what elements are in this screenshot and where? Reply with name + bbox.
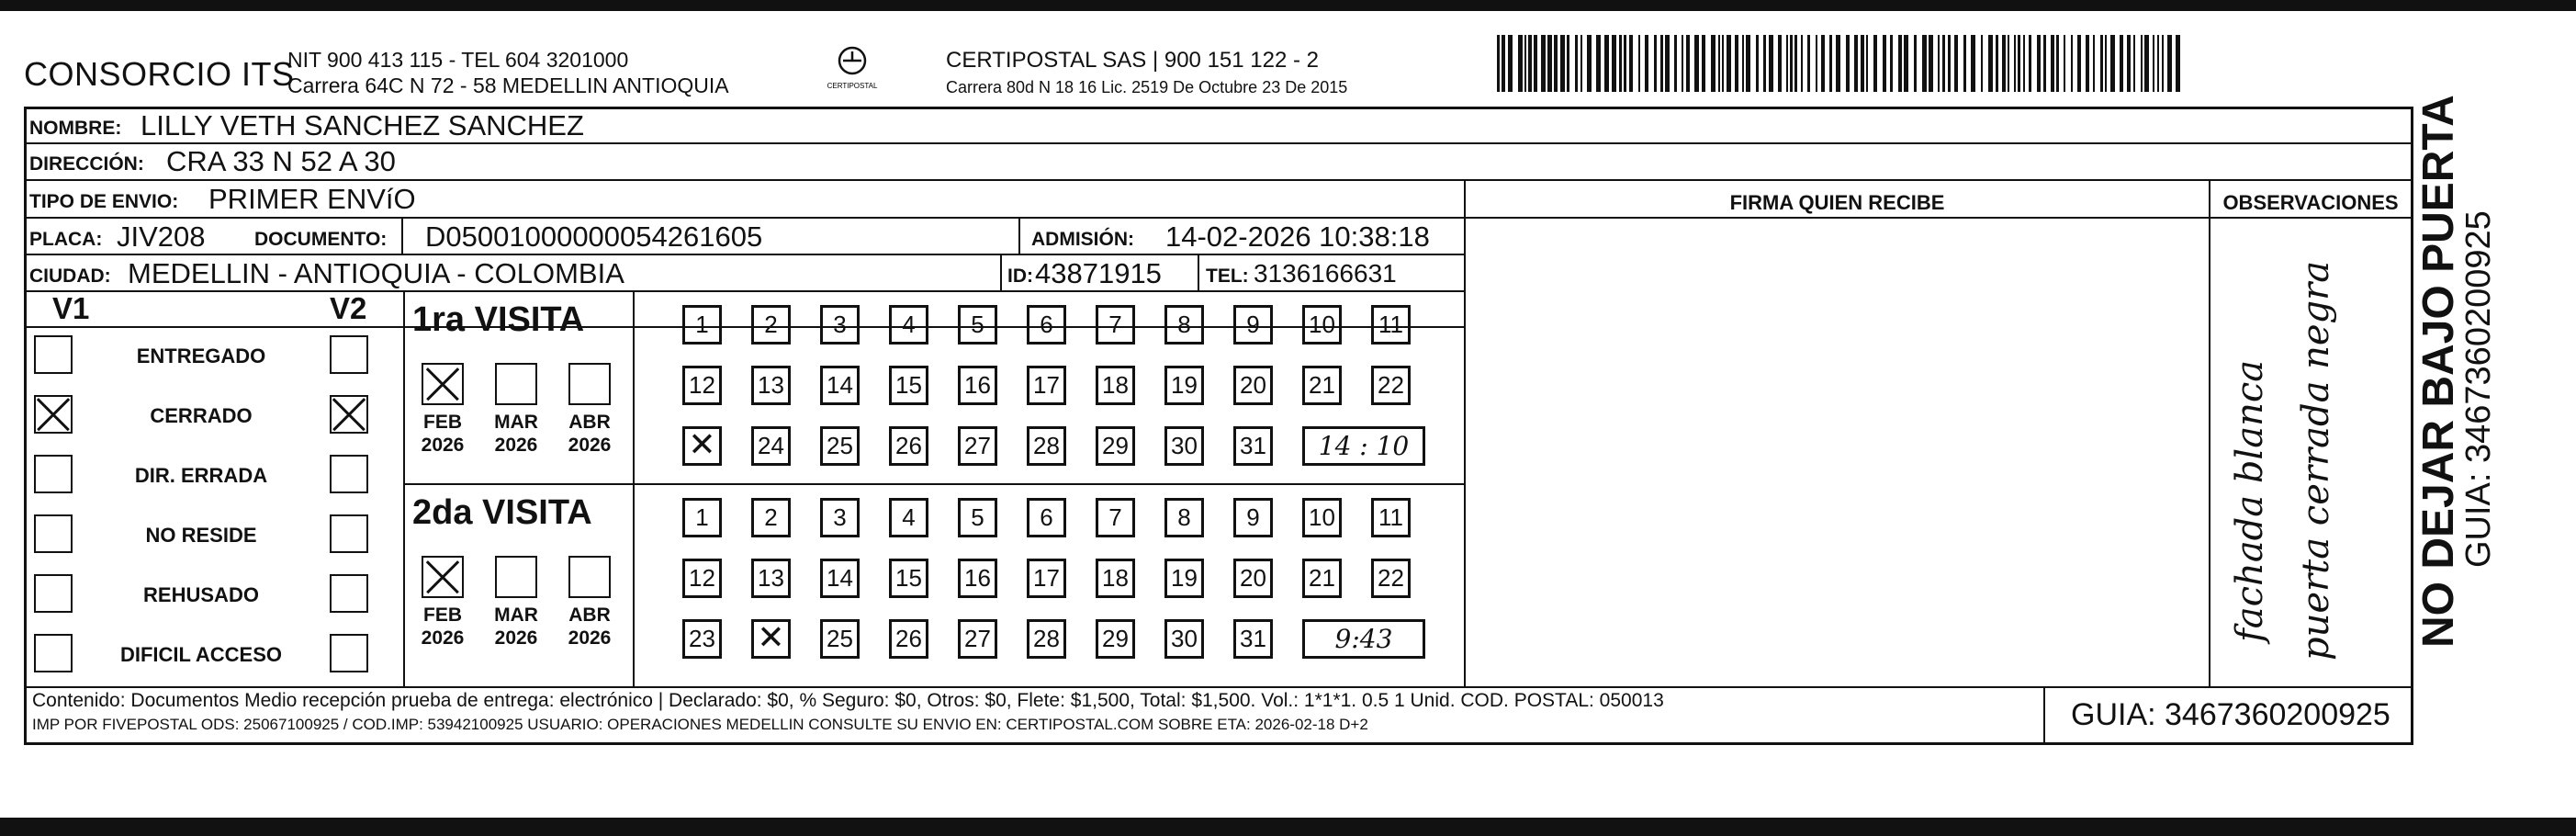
day-box-31[interactable]: 31 (1233, 426, 1273, 466)
barcode-bar (2023, 35, 2025, 92)
day-box-1[interactable]: 1 (682, 498, 722, 537)
day-box-16[interactable]: 16 (958, 559, 997, 598)
day-box-28[interactable]: 28 (1027, 426, 1066, 466)
id-label: ID: (1007, 265, 1033, 287)
day-box-29[interactable]: 29 (1096, 426, 1135, 466)
bottom-border (0, 818, 2576, 836)
admision-value: 14-02-2026 10:38:18 (1165, 220, 1430, 253)
day-box-1[interactable]: 1 (682, 305, 722, 345)
day-box-14[interactable]: 14 (820, 559, 860, 598)
day-box-24[interactable]: 24 (751, 426, 791, 466)
v1-header: V1 (52, 291, 90, 325)
barcode-bar (1948, 35, 1951, 92)
barcode (1497, 35, 2186, 92)
status-label: ENTREGADO (136, 345, 266, 367)
first-visit-title: 1ra VISITA (412, 300, 585, 339)
barcode-bar (1846, 35, 1850, 92)
barcode-bar (2018, 35, 2020, 92)
day-box-30[interactable]: 30 (1164, 426, 1204, 466)
v2-checkbox-cerrado[interactable] (330, 395, 368, 434)
barcode-bar (2056, 35, 2059, 92)
barcode-bar (1554, 35, 1558, 92)
barcode-bar (1742, 35, 1744, 92)
day-box-19[interactable]: 19 (1164, 559, 1204, 598)
certipostal-logo (827, 42, 878, 97)
barcode-bar (2071, 35, 2073, 92)
barcode-bar (2014, 35, 2016, 92)
barcode-bar (1769, 35, 1773, 92)
status-label: DIR. ERRADA (134, 464, 268, 487)
month-checkbox-feb[interactable] (422, 556, 464, 598)
shipment-type: PRIMER ENVíO (208, 183, 416, 215)
day-box-17[interactable]: 17 (1027, 366, 1066, 405)
day-box-11[interactable]: 11 (1371, 305, 1411, 345)
barcode-bar (1629, 35, 1633, 92)
day-box-22[interactable]: 22 (1371, 559, 1411, 598)
company-name: CONSORCIO ITS (24, 55, 295, 93)
barcode-bar (2105, 35, 2107, 92)
barcode-bar (2162, 35, 2164, 92)
day-box-15[interactable]: 15 (889, 559, 928, 598)
side-guia: GUIA: 3467360200925 (2459, 210, 2498, 568)
day-box-4[interactable]: 4 (889, 305, 928, 345)
day-box-31[interactable]: 31 (1233, 619, 1273, 659)
barcode-bar (1502, 35, 1505, 92)
day-box-9[interactable]: 9 (1233, 305, 1273, 345)
day-box-14[interactable]: 14 (820, 366, 860, 405)
month-label: MAR 2026 (494, 604, 538, 649)
day-box-11[interactable]: 11 (1371, 498, 1411, 537)
day-box-22[interactable]: 22 (1371, 366, 1411, 405)
barcode-bar (1756, 35, 1759, 92)
barcode-bar (2008, 35, 2009, 92)
barcode-bar (2029, 35, 2031, 92)
barcode-bar (1904, 35, 1908, 92)
barcode-bar (1718, 35, 1720, 92)
v1-checkbox-cerrado[interactable] (34, 395, 73, 434)
tel-value: 3136166631 (1254, 259, 1397, 288)
barcode-bar (1674, 35, 1677, 92)
barcode-bar (1988, 35, 1993, 92)
ciudad-value: MEDELLIN - ANTIOQUIA - COLOMBIA (128, 257, 624, 289)
day-box-24[interactable] (751, 619, 791, 659)
day-box-3[interactable]: 3 (820, 498, 860, 537)
day-box-3[interactable]: 3 (820, 305, 860, 345)
logo-text: CERTIPOSTAL (827, 82, 878, 90)
barcode-bar (1547, 35, 1552, 92)
day-box-28[interactable]: 28 (1027, 619, 1066, 659)
observation-handwriting-2: puerta cerrada negra (2295, 260, 2337, 661)
day-box-18[interactable]: 18 (1096, 366, 1135, 405)
barcode-bar (1816, 35, 1817, 92)
placa-label: PLACA: (29, 229, 103, 250)
barcode-bar (1518, 35, 1523, 92)
id-value: 43871915 (1035, 257, 1162, 289)
status-label: NO RESIDE (145, 524, 257, 547)
barcode-bar (1794, 35, 1797, 92)
day-box-16[interactable]: 16 (958, 366, 997, 405)
day-box-6[interactable]: 6 (1027, 498, 1066, 537)
day-box-29[interactable]: 29 (1096, 619, 1135, 659)
direccion-label: DIRECCIÓN: (29, 153, 144, 175)
barcode-bar (2077, 35, 2081, 92)
v2-checkbox-no-reside[interactable] (330, 514, 368, 553)
top-border (0, 0, 2576, 11)
barcode-bar (1508, 35, 1513, 92)
courier-license: Carrera 80d N 18 16 Lic. 2519 De Octubre 23 De 2015 (946, 78, 1348, 96)
day-box-25[interactable]: 25 (820, 619, 860, 659)
barcode-bar (1898, 35, 1902, 92)
no-dejar-bajo-puerta: NO DEJAR BAJO PUERTA (2414, 95, 2463, 648)
barcode-bar (1702, 35, 1705, 92)
barcode-bar (2127, 35, 2131, 92)
day-box-5[interactable]: 5 (958, 498, 997, 537)
day-box-8[interactable]: 8 (1164, 498, 1204, 537)
recipient-name: LILLY VETH SANCHEZ SANCHEZ (141, 109, 584, 141)
tel-label: TEL: (1206, 265, 1249, 287)
day-box-18[interactable]: 18 (1096, 559, 1135, 598)
barcode-bar (1604, 35, 1609, 92)
admision-label: ADMISIÓN: (1031, 229, 1134, 250)
barcode-bar (1938, 35, 1940, 92)
status-label: REHUSADO (143, 583, 259, 606)
barcode-bar (2093, 35, 2095, 92)
barcode-bar (2157, 35, 2159, 92)
month-checkbox-mar[interactable] (495, 556, 537, 598)
firma-header: FIRMA QUIEN RECIBE (1729, 191, 1945, 214)
day-box-7[interactable]: 7 (1096, 305, 1135, 345)
day-box-21[interactable]: 21 (1302, 366, 1342, 405)
month-checkbox-abr[interactable] (568, 363, 611, 405)
day-box-15[interactable]: 15 (889, 366, 928, 405)
barcode-bar (1654, 35, 1657, 92)
tipo-label: TIPO DE ENVIO: (29, 191, 179, 212)
barcode-bar (1711, 35, 1715, 92)
barcode-bar (2133, 35, 2135, 92)
day-box-10[interactable]: 10 (1302, 305, 1342, 345)
barcode-bar (1746, 35, 1750, 92)
barcode-bar (2002, 35, 2006, 92)
day-box-12[interactable]: 12 (682, 366, 722, 405)
v2-checkbox-rehusado[interactable] (330, 574, 368, 613)
barcode-bar (1694, 35, 1699, 92)
documento-label: DOCUMENTO: (254, 229, 388, 250)
barcode-bar (2167, 35, 2172, 92)
v1-checkbox-entregado[interactable] (34, 335, 73, 374)
v2-checkbox-dir-errada[interactable] (330, 455, 368, 493)
v1-checkbox-dificil-acceso[interactable] (34, 634, 73, 672)
footer-content-line: Contenido: Documentos Medio recepción prueba de entrega: electrónico | Declarado: $0, % Seguro: $0, Otros: $0, Flete: $1,500, Total: $1,500. Vol.: 1*1*1. 0.5 1 Unid. COD. POSTAL: 050013 (32, 690, 1664, 711)
day-box-8[interactable]: 8 (1164, 305, 1204, 345)
barcode-bar (1534, 35, 1537, 92)
day-box-25[interactable]: 25 (820, 426, 860, 466)
day-box-6[interactable]: 6 (1027, 305, 1066, 345)
month-label: ABR 2026 (568, 412, 612, 456)
barcode-bar (1929, 35, 1933, 92)
day-box-17[interactable]: 17 (1027, 559, 1066, 598)
barcode-bar (1612, 35, 1616, 92)
day-box-13[interactable]: 13 (751, 559, 791, 598)
documento-value: D05001000000054261605 (425, 220, 763, 253)
v2-checkbox-entregado[interactable] (330, 335, 368, 374)
day-box-20[interactable]: 20 (1233, 366, 1273, 405)
barcode-bar (1954, 35, 1958, 92)
status-label: DIFICIL ACCESO (119, 643, 282, 666)
v1-checkbox-dir-errada[interactable] (34, 455, 73, 493)
barcode-bar (1722, 35, 1724, 92)
month-label: FEB 2026 (421, 604, 465, 649)
day-box-4[interactable]: 4 (889, 498, 928, 537)
barcode-bar (1778, 35, 1782, 92)
barcode-bar (1942, 35, 1945, 92)
barcode-bar (1981, 35, 1983, 92)
month-label: ABR 2026 (568, 604, 612, 649)
company-nit: NIT 900 413 115 - TEL 604 3201000 (287, 48, 629, 72)
day-box-21[interactable]: 21 (1302, 559, 1342, 598)
barcode-bar (2153, 35, 2154, 92)
status-label: CERRADO (150, 404, 253, 427)
day-box-27[interactable]: 27 (958, 426, 997, 466)
day-box-26[interactable]: 26 (889, 426, 928, 466)
barcode-bar (1914, 35, 1917, 92)
barcode-bar (2037, 35, 2041, 92)
courier-name: CERTIPOSTAL SAS | 900 151 122 - 2 (946, 48, 1319, 73)
day-box-5[interactable]: 5 (958, 305, 997, 345)
day-box-23[interactable] (682, 426, 722, 466)
barcode-bar (2043, 35, 2046, 92)
barcode-bar (1596, 35, 1601, 92)
barcode-bar (1686, 35, 1690, 92)
month-checkbox-abr[interactable] (568, 556, 611, 598)
barcode-bar (1619, 35, 1622, 92)
month-label: MAR 2026 (494, 412, 538, 456)
delivery-form (24, 107, 2413, 745)
day-box-20[interactable]: 20 (1233, 559, 1273, 598)
barcode-bar (2176, 35, 2180, 92)
barcode-bar (1567, 35, 1569, 92)
barcode-bar (1829, 35, 1832, 92)
month-checkbox-mar[interactable] (495, 363, 537, 405)
placa-value: JIV208 (117, 220, 206, 253)
barcode-bar (1854, 35, 1858, 92)
barcode-bar (2064, 35, 2065, 92)
v1-checkbox-rehusado[interactable] (34, 574, 73, 613)
visit-time-box[interactable]: 14 : 10 (1302, 426, 1425, 466)
footer-guia: GUIA: 3467360200925 (2071, 697, 2390, 732)
month-label: FEB 2026 (421, 412, 465, 456)
day-box-30[interactable]: 30 (1164, 619, 1204, 659)
barcode-bar (2110, 35, 2115, 92)
barcode-bar (1866, 35, 1868, 92)
nombre-label: NOMBRE: (29, 118, 122, 139)
barcode-bar (1763, 35, 1766, 92)
recipient-address: CRA 33 N 52 A 30 (166, 145, 396, 177)
v2-checkbox-dificil-acceso[interactable] (330, 634, 368, 672)
barcode-bar (1801, 35, 1803, 92)
day-box-12[interactable]: 12 (682, 559, 722, 598)
barcode-bar (1807, 35, 1810, 92)
barcode-bar (1836, 35, 1840, 92)
barcode-bar (1963, 35, 1966, 92)
barcode-bar (1528, 35, 1532, 92)
barcode-bar (1922, 35, 1927, 92)
day-box-23[interactable]: 23 (682, 619, 722, 659)
observaciones-header: OBSERVACIONES (2222, 191, 2399, 214)
barcode-bar (1821, 35, 1825, 92)
barcode-bar (1873, 35, 1877, 92)
barcode-bar (1665, 35, 1670, 92)
barcode-bar (2120, 35, 2123, 92)
barcode-bar (1660, 35, 1663, 92)
day-box-7[interactable]: 7 (1096, 498, 1135, 537)
day-box-2[interactable]: 2 (751, 305, 791, 345)
barcode-bar (2086, 35, 2089, 92)
barcode-bar (1790, 35, 1793, 92)
day-box-10[interactable]: 10 (1302, 498, 1342, 537)
day-box-26[interactable]: 26 (889, 619, 928, 659)
observation-handwriting-1: fachada blanca (2229, 359, 2271, 642)
barcode-bar (1861, 35, 1864, 92)
barcode-bar (1497, 35, 1500, 92)
barcode-bar (1638, 35, 1640, 92)
day-box-19[interactable]: 19 (1164, 366, 1204, 405)
barcode-bar (1624, 35, 1626, 92)
barcode-bar (2144, 35, 2149, 92)
day-box-9[interactable]: 9 (1233, 498, 1273, 537)
barcode-bar (1682, 35, 1683, 92)
day-box-2[interactable]: 2 (751, 498, 791, 537)
barcode-bar (1541, 35, 1546, 92)
barcode-bar (1587, 35, 1592, 92)
footer-tracking-line: IMP POR FIVEPOSTAL ODS: 25067100925 / COD.IMP: 53942100925 USUARIO: OPERACIONES MEDELLIN CONSULTE SU ENVIO EN: CERTIPOSTAL.COM SOBRE ETA: 2026-02-18 D+2 (32, 716, 1368, 733)
barcode-bar (1645, 35, 1648, 92)
barcode-bar (2051, 35, 2054, 92)
barcode-bar (1786, 35, 1788, 92)
v1-checkbox-no-reside[interactable] (34, 514, 73, 553)
company-address: Carrera 64C N 72 - 58 MEDELLIN ANTIOQUIA (287, 73, 729, 97)
barcode-bar (1735, 35, 1738, 92)
v2-header: V2 (330, 291, 367, 325)
day-box-27[interactable]: 27 (958, 619, 997, 659)
barcode-bar (1727, 35, 1731, 92)
ciudad-label: CIUDAD: (29, 265, 111, 287)
barcode-bar (1575, 35, 1578, 92)
barcode-bar (1560, 35, 1565, 92)
barcode-bar (1996, 35, 1998, 92)
visit-time-box[interactable]: 9:43 (1302, 619, 1425, 659)
barcode-bar (1971, 35, 1975, 92)
barcode-bar (1524, 35, 1526, 92)
barcode-bar (1890, 35, 1893, 92)
second-visit-title: 2da VISITA (412, 493, 592, 532)
barcode-bar (2141, 35, 2143, 92)
day-box-13[interactable]: 13 (751, 366, 791, 405)
month-checkbox-feb[interactable] (422, 363, 464, 405)
barcode-bar (1883, 35, 1886, 92)
barcode-bar (2100, 35, 2103, 92)
barcode-bar (1580, 35, 1582, 92)
